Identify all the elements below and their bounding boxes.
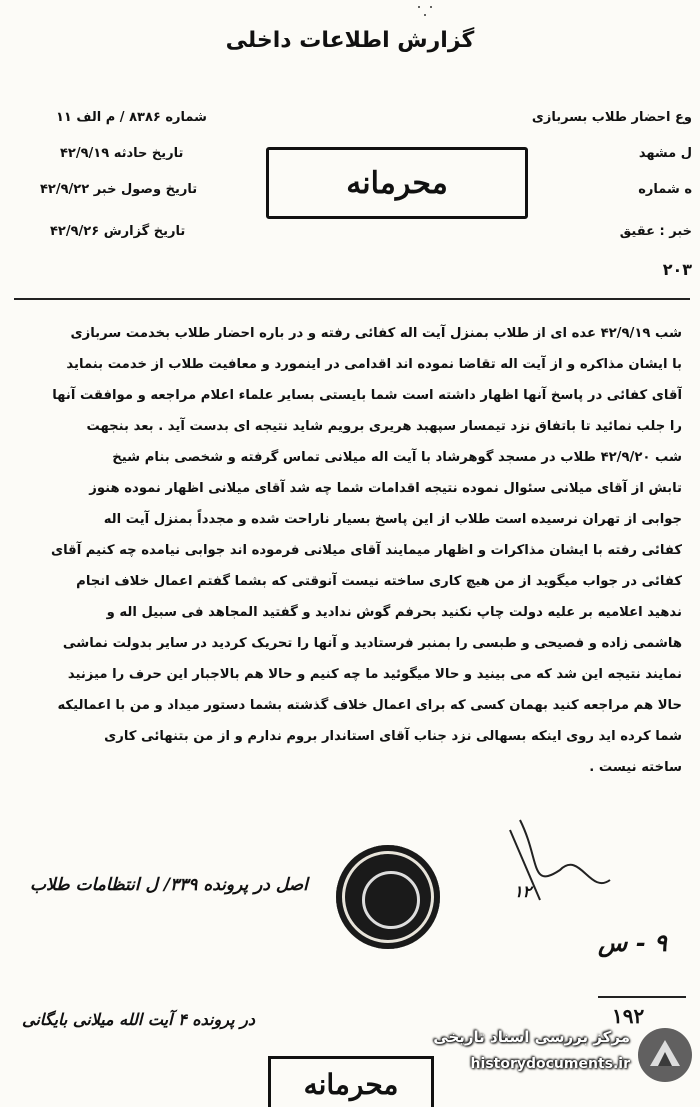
scan-speck (418, 6, 420, 8)
body-line: ندهید اعلامیه بر علیه دولت چاپ نکنید بحرفم گوش ندادید و گفتید المجاهد فی سبیل اله و (106, 605, 682, 620)
report-subject: وع احضار طلاب بسربازی (531, 110, 692, 125)
scan-speck (424, 14, 426, 16)
number-mark: ۱۹۲ (612, 1004, 645, 1028)
date-mark: ۹ - س (598, 928, 667, 957)
receive-date: تاریخ وصول خبر ۴۲/۹/۲۲ (40, 182, 198, 197)
report-place: ل مشهد (638, 146, 692, 161)
report-extra-number: ۲۰۳ (662, 260, 692, 279)
official-seal (336, 845, 440, 949)
watermark-url[interactable]: historydocuments.ir (470, 1056, 630, 1072)
report-number: شماره ۸۳۸۶ / م الف ۱۱ (56, 110, 207, 125)
body-line: تابش از آقای میلانی سئوال نموده نتیجه اقدامات شما چه شد آقای میلانی اظهار نموده هنوز (89, 481, 682, 496)
body-line: آقای کفائی در پاسخ آنها اظهار داشته است شما بایستی بسایر علماء اعلام مراجعه و موافقت آنها (52, 388, 682, 403)
signature-initials: ۱۲ (514, 882, 532, 901)
reference-number: ه شماره (638, 182, 692, 197)
body-line: را جلب نمائید تا باتفاق نزد تیمسار سپهبد هریری برویم شاید نتیجه ای بدست آید . بعد بنجهت (86, 419, 682, 434)
body-line: جوابی از تهران نرسیده است طلاب از این پاسخ بسیار ناراحت شده و مجدداً بمنزل آیت اله (103, 512, 682, 527)
body-line: ساخته نیست . (589, 760, 682, 775)
report-body (18, 318, 682, 783)
body-line: با ایشان مذاکره و از آیت اله تقاضا نموده اند اقدامی در اینمورد و معافیت طلاب از خدمت بنماید (66, 357, 682, 372)
handwritten-note-2: در پرونده ۴ آیت الله میلانی بایگانی (22, 1010, 255, 1029)
body-line: شب ۴۲/۹/۲۰ طلاب در مسجد گوهرشاد با آیت اله میلانی تماس گرفته و شخصی بنام شیخ (112, 450, 682, 465)
handwritten-note-1: اصل در پرونده ۳۳۹/ ل انتظامات طلاب (30, 875, 308, 895)
body-line: شب ۴۲/۹/۱۹ عده ای از طلاب بمنزل آیت اله کفائی رفته و در باره احضار طلاب بخدمت سربازی (70, 326, 682, 341)
watermark (416, 1016, 700, 1107)
body-line: شما کرده اید روی اینکه بسهالی نزد جناب آقای استاندار بروم ندارم و از من بتنهائی کاری (104, 729, 682, 744)
watermark-name: مرکز بررسی اسناد تاریخی (433, 1028, 630, 1046)
report-title: گزارش اطلاعات داخلی (225, 28, 475, 53)
event-date: تاریخ حادثه ۴۲/۹/۱۹ (60, 146, 184, 161)
signature-underline (598, 996, 686, 998)
body-line: حالا هم مراجعه کنید بهمان کسی که برای اعمال خلاف گذشته بشما دستور میداد و من با اعمالیکه (57, 698, 682, 713)
body-line: نمایند نتیجه این شد که می بینید و حالا میگوئید ما چه کنیم و حالا هم بالاجبار این حرف را میزنید (67, 667, 682, 682)
archive-logo-icon (636, 1026, 694, 1084)
report-date: تاریخ گزارش ۴۲/۹/۲۶ (50, 224, 186, 239)
body-line: کفائی رفته با ایشان مذاکرات و اظهار میمایند آقای میلانی فرموده اند جوابی نیامده چه کنیم آقای (51, 543, 682, 558)
header-divider (14, 298, 690, 300)
body-line: هاشمی زاده و فصیحی و طبسی را بمنبر فرستادید و آنها را تحریک کردید در سایر بدولت نماشی (62, 636, 682, 651)
body-line: کفائی در جواب میگوید از من هیچ کاری ساخته نیست آنوقتی که بشما گفتم اعمال خلاف انجام (76, 574, 682, 589)
confidential-stamp-bottom: محرمانه (268, 1056, 434, 1107)
seal-center (362, 871, 420, 929)
confidential-stamp: محرمانه (266, 147, 528, 219)
scan-speck (430, 6, 432, 8)
report-source: خبر : عقیق (619, 224, 692, 239)
